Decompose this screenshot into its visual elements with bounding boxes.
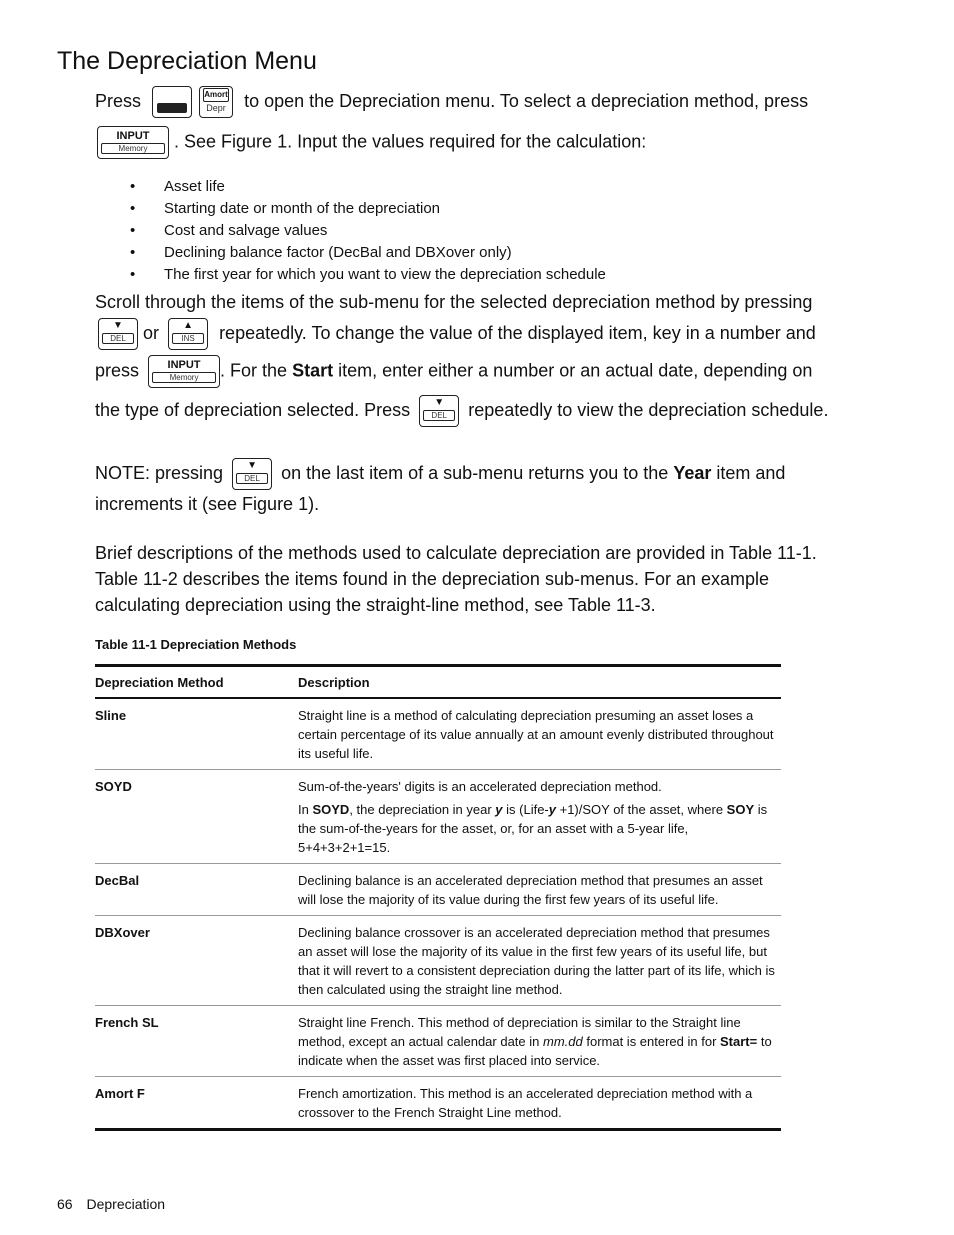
down-arrow-key-icon: ▼ DEL: [419, 395, 459, 427]
description-cell: Declining balance crossover is an accelerated depreciation method that presumes an asset will lose the majority of its value in the first few years of its useful life, but that it will revert to a consistent depreciation during the latter part of its life, which is then calculated using the straight line method.: [298, 916, 781, 1006]
scroll-line-4-end: repeatedly to view the depreciation schedule.: [468, 399, 829, 420]
table-row: [95, 1006, 781, 1077]
year-keyword: Year: [673, 462, 712, 483]
list-item: • Asset life: [130, 176, 606, 198]
note-mid-text: on the last item of a sub-menu returns you to the: [281, 462, 669, 483]
note-end-text: item and: [716, 462, 786, 483]
input-key-icon: INPUT Memory: [97, 126, 169, 159]
note-start-text: NOTE: pressing: [95, 462, 224, 483]
intro-press-text: Press: [95, 90, 142, 111]
input-key-icon: INPUT Memory: [148, 355, 220, 388]
table-row: [95, 916, 781, 1006]
list-item: • Starting date or month of the depreciation: [130, 198, 606, 220]
table-row: [95, 770, 781, 864]
scroll-line-3: [95, 355, 812, 388]
method-cell: DBXover: [95, 916, 298, 1006]
brief-paragraph: Brief descriptions of the methods used to calculate depreciation are provided in Table 11-1. Table 11-2 describes the items found in the depreciation sub-menus. For an example calculating depreciation using the straight-line method, see Table 11-3.: [95, 543, 817, 615]
scroll-line-3-text: item, enter either a number or an actual date, depending on: [338, 360, 813, 381]
table-caption: Table 11-1 Depreciation Methods: [95, 637, 297, 652]
column-header: Depreciation Method: [95, 666, 298, 699]
scroll-line-2-text: repeatedly. To change the value of the displayed item, key in a number and: [219, 322, 816, 343]
table-header-row: [95, 666, 781, 699]
input-values-list: [130, 176, 606, 286]
method-cell: SOYD: [95, 770, 298, 864]
method-cell: French SL: [95, 1006, 298, 1077]
page-number: 66: [57, 1196, 73, 1212]
note-line-1: [95, 458, 785, 490]
list-item: • Cost and salvage values: [130, 220, 606, 242]
description-cell: [298, 770, 781, 864]
scroll-line-4-start: the type of depreciation selected. Press: [95, 399, 411, 420]
description-cell: French amortization. This method is an accelerated depreciation method with a crossover to the French Straight Line method.: [298, 1077, 781, 1130]
intro-line-1: [95, 86, 808, 118]
method-cell: Sline: [95, 698, 298, 770]
description-text: In SOYD, the depreciation in year y is (Life-y +1)/SOY of the asset, where SOY is the sum-of-the-years for the asset, or, for an asset with a 5-year life, 5+4+3+2+1=15.: [298, 802, 768, 855]
amort-key-icon: Amort Depr: [199, 86, 233, 118]
table-row: [95, 1077, 781, 1130]
depreciation-methods-table: [95, 664, 781, 1131]
scroll-line-1: Scroll through the items of the sub-menu for the selected depreciation method by pressing: [95, 292, 813, 312]
or-text: or: [143, 322, 160, 343]
method-cell: Amort F: [95, 1077, 298, 1130]
for-the-text: . For the: [220, 360, 288, 381]
page-title: The Depreciation Menu: [57, 47, 317, 75]
note-line-2: increments it (see Figure 1).: [95, 494, 320, 514]
page-footer: [57, 1196, 165, 1212]
list-item: • The first year for which you want to view the depreciation schedule: [130, 264, 606, 286]
scroll-line-4: [95, 395, 828, 427]
description-cell: Straight line French. This method of depreciation is similar to the Straight line method, except an actual calendar date in mm.dd format is entered in for Start= to indicate when the asset was first placed into service.: [298, 1006, 781, 1077]
method-cell: DecBal: [95, 864, 298, 916]
press-text: press: [95, 360, 140, 381]
intro-after-input-text: . See Figure 1. Input the values required for the calculation:: [174, 131, 647, 152]
description-text: Sum-of-the-years' digits is an accelerated depreciation method.: [298, 779, 662, 794]
description-cell: Straight line is a method of calculating depreciation presuming an asset loses a certain percentage of its value annually at an amount evenly distributed throughout its useful life.: [298, 698, 781, 770]
column-header: Description: [298, 666, 781, 699]
section-name: Depreciation: [86, 1196, 166, 1212]
down-arrow-key-icon: ▼ DEL: [232, 458, 272, 490]
intro-line-2: [97, 126, 646, 159]
start-keyword: Start: [292, 360, 334, 381]
scroll-line-2: [98, 318, 816, 350]
table-row: [95, 864, 781, 916]
list-item: • Declining balance factor (DecBal and DBXover only): [130, 242, 606, 264]
down-arrow-key-icon: ▼ DEL: [98, 318, 138, 350]
up-arrow-key-icon: ▲ INS: [168, 318, 208, 350]
description-cell: Declining balance is an accelerated depreciation method that presumes an asset will lose the majority of its value during the first few years of its useful life.: [298, 864, 781, 916]
table-row: [95, 698, 781, 770]
shift-key-icon: [152, 86, 192, 118]
intro-after-keys-text: to open the Depreciation menu. To select a depreciation method, press: [244, 90, 809, 111]
